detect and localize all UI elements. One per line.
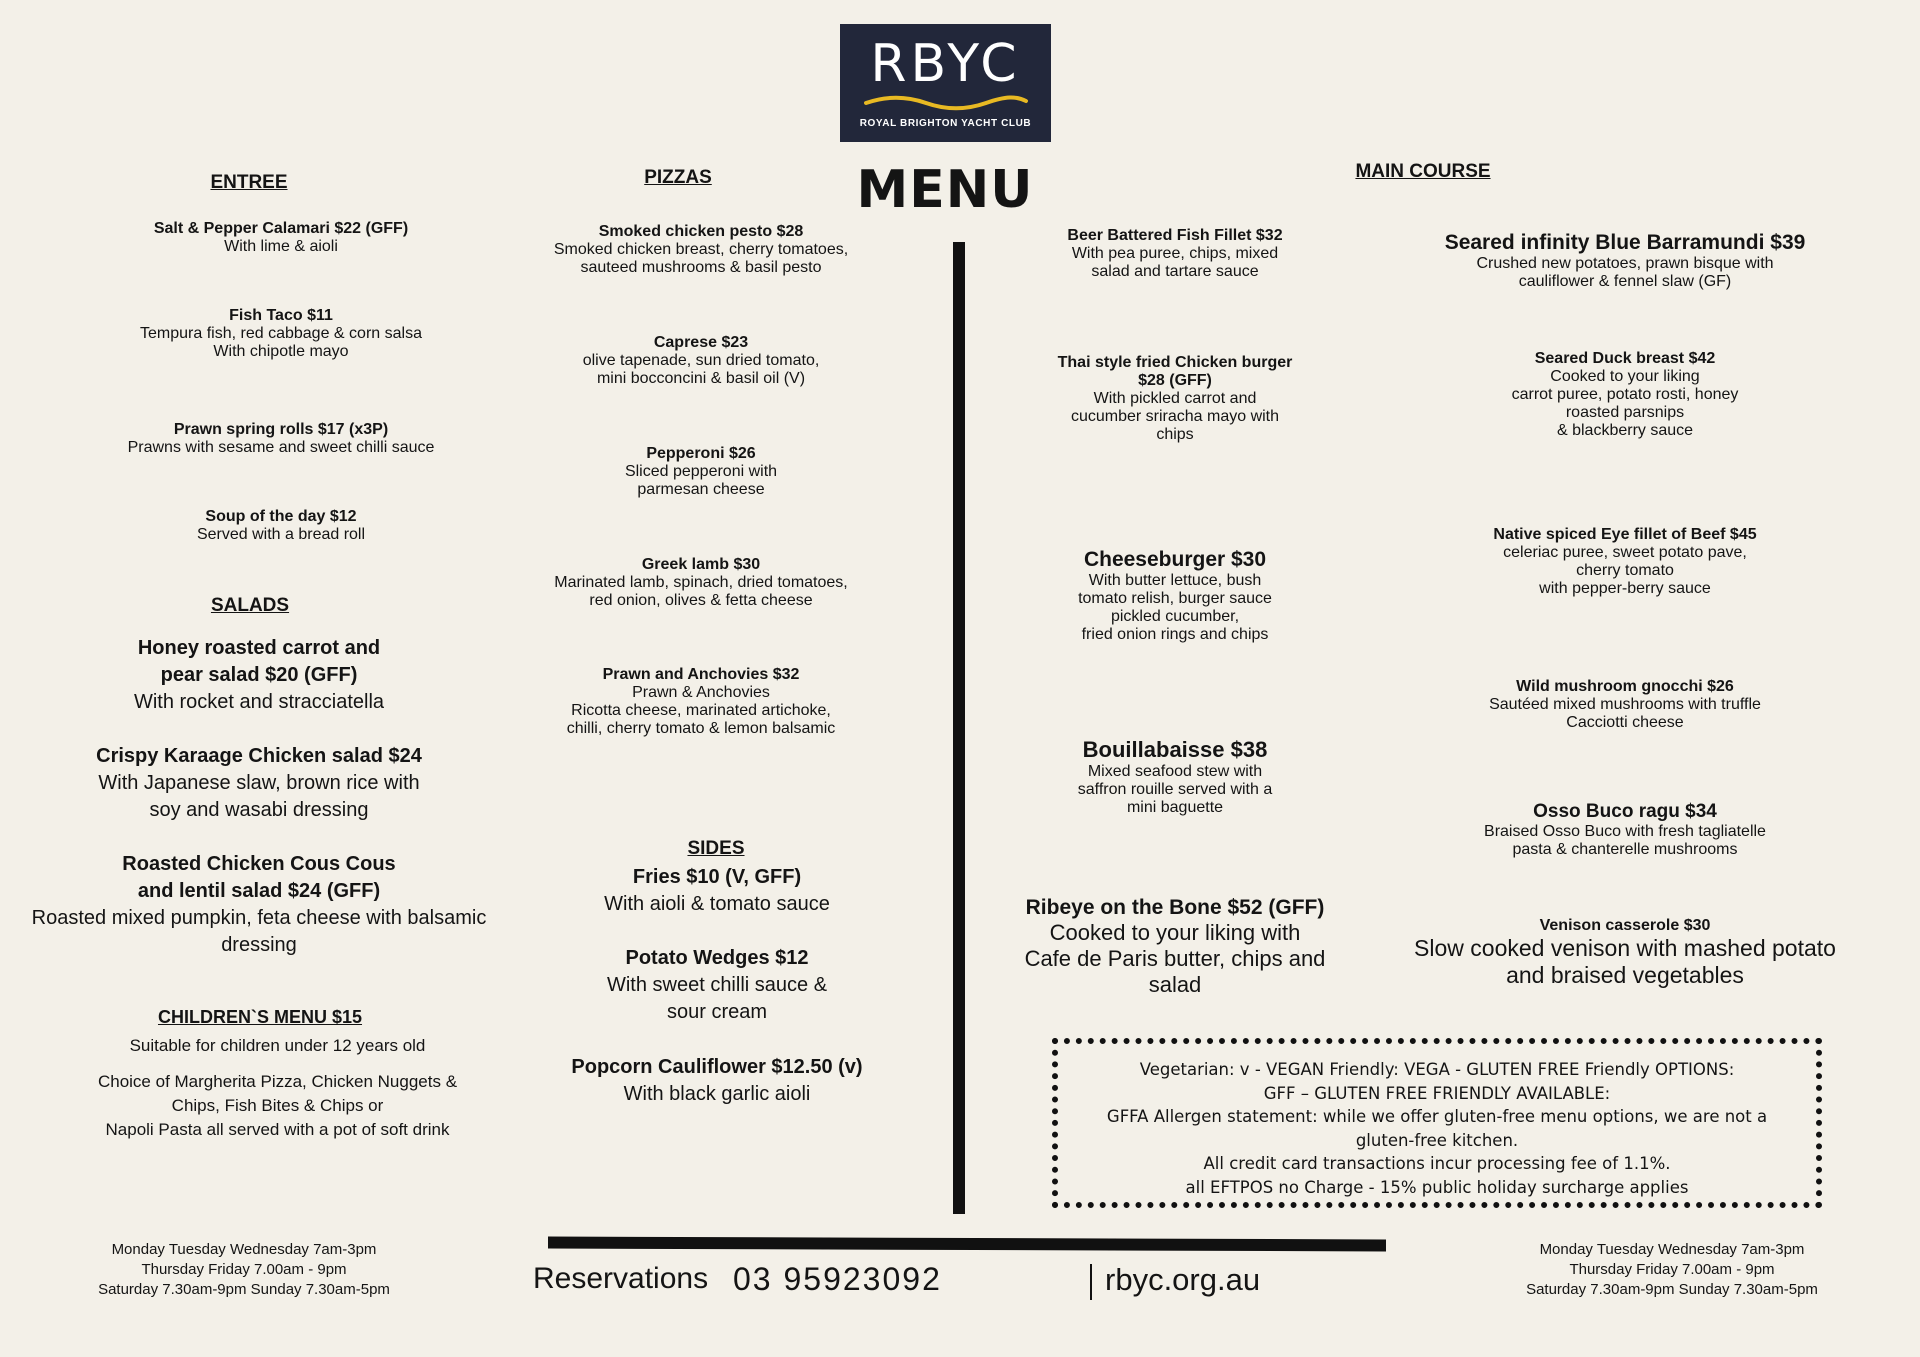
pizza-item: Greek lamb $30 Marinated lamb, spinach, dried tomatoes, red onion, olives & fetta cheese: [554, 556, 848, 609]
logo-text: RBYC: [870, 34, 1021, 94]
main-item: Seared infinity Blue Barramundi $39 Crushed new potatoes, prawn bisque with cauliflower & fennel slaw (GF): [1444, 231, 1806, 290]
salad-item: Honey roasted carrot and pear salad $20 (GFF) With rocket and stracciatella: [133, 637, 385, 713]
opening-hours-left: Monday Tuesday Wednesday 7am-3pm Thursday Friday 7.00am - 9pm Saturday 7.30am-9pm Sunday 7.30am-5pm: [98, 1241, 390, 1298]
dietary-notice-box: Vegetarian: v - VEGAN Friendly: VEGA - GLUTEN FREE Friendly OPTIONS: GFF – GLUTEN FREE FRIENDLY AVAILABLE: GFFA Allergen statement: while we offer gluten-free menu options, we are not a gluten-free kitchen. All credit card transactions incur processing fee of 1.1%. all EFTPOS no Charge - 15% public holiday surcharge applies: [1052, 1038, 1822, 1208]
vertical-divider: [953, 242, 965, 1214]
pizzas-heading: PIZZAS: [644, 167, 712, 188]
salad-item: Roasted Chicken Cous Cous and lentil salad $24 (GFF) Roasted mixed pumpkin, feta cheese with balsamic dressing: [31, 853, 487, 956]
reservations-label: Reservations: [533, 1262, 709, 1295]
main-item: Beer Battered Fish Fillet $32 With pea puree, chips, mixed salad and tartare sauce: [1067, 227, 1283, 280]
sides-heading: SIDES: [687, 838, 745, 859]
main-item: Osso Buco ragu $34 Braised Osso Buco with fresh tagliatelle pasta & chanterelle mushrooms: [1484, 801, 1766, 858]
main-item: Cheeseburger $30 With butter lettuce, bush tomato relish, burger sauce pickled cucumber, fried onion rings and chips: [1078, 548, 1272, 643]
entree-heading: ENTREE: [210, 172, 288, 193]
footer-divider: [548, 1237, 1386, 1252]
main-item: Ribeye on the Bone $52 (GFF) Cooked to your liking with Cafe de Paris butter, chips and salad: [1024, 896, 1326, 997]
pizza-item: Pepperoni $26 Sliced pepperoni with parmesan cheese: [624, 445, 778, 498]
main-item: Thai style fried Chicken burger $28 (GFF) With pickled carrot and cucumber sriracha mayo with chips: [1057, 354, 1293, 443]
opening-hours-right: Monday Tuesday Wednesday 7am-3pm Thursday Friday 7.00am - 9pm Saturday 7.30am-9pm Sunday 7.30am-5pm: [1526, 1241, 1818, 1298]
salads-heading: SALADS: [210, 595, 290, 616]
logo-subtitle: ROYAL BRIGHTON YACHT CLUB: [859, 118, 1032, 129]
page-title: MENU: [856, 160, 1034, 220]
children-description: Suitable for children under 12 years old Choice of Margherita Pizza, Chicken Nuggets & Chips, Fish Bites & Chips or Napoli Pasta all served with a pot of soft drink: [97, 1036, 458, 1139]
pizza-item: Smoked chicken pesto $28 Smoked chicken breast, cherry tomatoes, sauteed mushrooms & basil pesto: [553, 223, 849, 276]
side-item: Popcorn Cauliflower $12.50 (v) With black garlic aioli: [571, 1056, 863, 1105]
entree-item: Soup of the day $12 Served with a bread roll: [196, 508, 366, 543]
main-item: Wild mushroom gnocchi $26 Sautéed mixed mushrooms with truffle Cacciotti cheese: [1489, 678, 1761, 731]
website-link[interactable]: rbyc.org.au: [1105, 1262, 1261, 1297]
wave-icon: [861, 94, 1031, 112]
reservations-phone[interactable]: 03 95923092: [733, 1261, 942, 1297]
main-item: Seared Duck breast $42 Cooked to your liking carrot puree, potato rosti, honey roasted parsnips & blackberry sauce: [1511, 350, 1739, 439]
pizza-item: Caprese $23 olive tapenade, sun dried tomato, mini bocconcini & basil oil (V): [582, 334, 820, 387]
entree-item: Salt & Pepper Calamari $22 (GFF) With lime & aioli: [153, 220, 409, 255]
main-item: Venison casserole $30 Slow cooked venison with mashed potato and braised vegetables: [1414, 917, 1836, 988]
side-item: Potato Wedges $12 With sweet chilli sauce & sour cream: [606, 947, 828, 1023]
rbyc-logo: [840, 24, 1051, 142]
entree-item: Fish Taco $11 Tempura fish, red cabbage & corn salsa With chipotle mayo: [140, 307, 422, 360]
main-item: Native spiced Eye fillet of Beef $45 celeriac puree, sweet potato pave, cherry tomato with pepper-berry sauce: [1493, 526, 1757, 597]
side-item: Fries $10 (V, GFF) With aioli & tomato sauce: [604, 866, 830, 915]
main-course-heading: MAIN COURSE: [1355, 161, 1491, 182]
pizza-item: Prawn and Anchovies $32 Prawn & Anchovies Ricotta cheese, marinated artichoke, chilli, cherry tomato & lemon balsamic: [566, 666, 836, 737]
entree-item: Prawn spring rolls $17 (x3P) Prawns with sesame and sweet chilli sauce: [127, 421, 435, 456]
salad-item: Crispy Karaage Chicken salad $24 With Japanese slaw, brown rice with soy and wasabi dressing: [96, 745, 422, 821]
footer-separator: [1090, 1264, 1092, 1300]
children-heading: CHILDREN`S MENU $15: [157, 1007, 363, 1027]
main-item: Bouillabaisse $38 Mixed seafood stew with saffron rouille served with a mini baguette: [1077, 737, 1273, 816]
